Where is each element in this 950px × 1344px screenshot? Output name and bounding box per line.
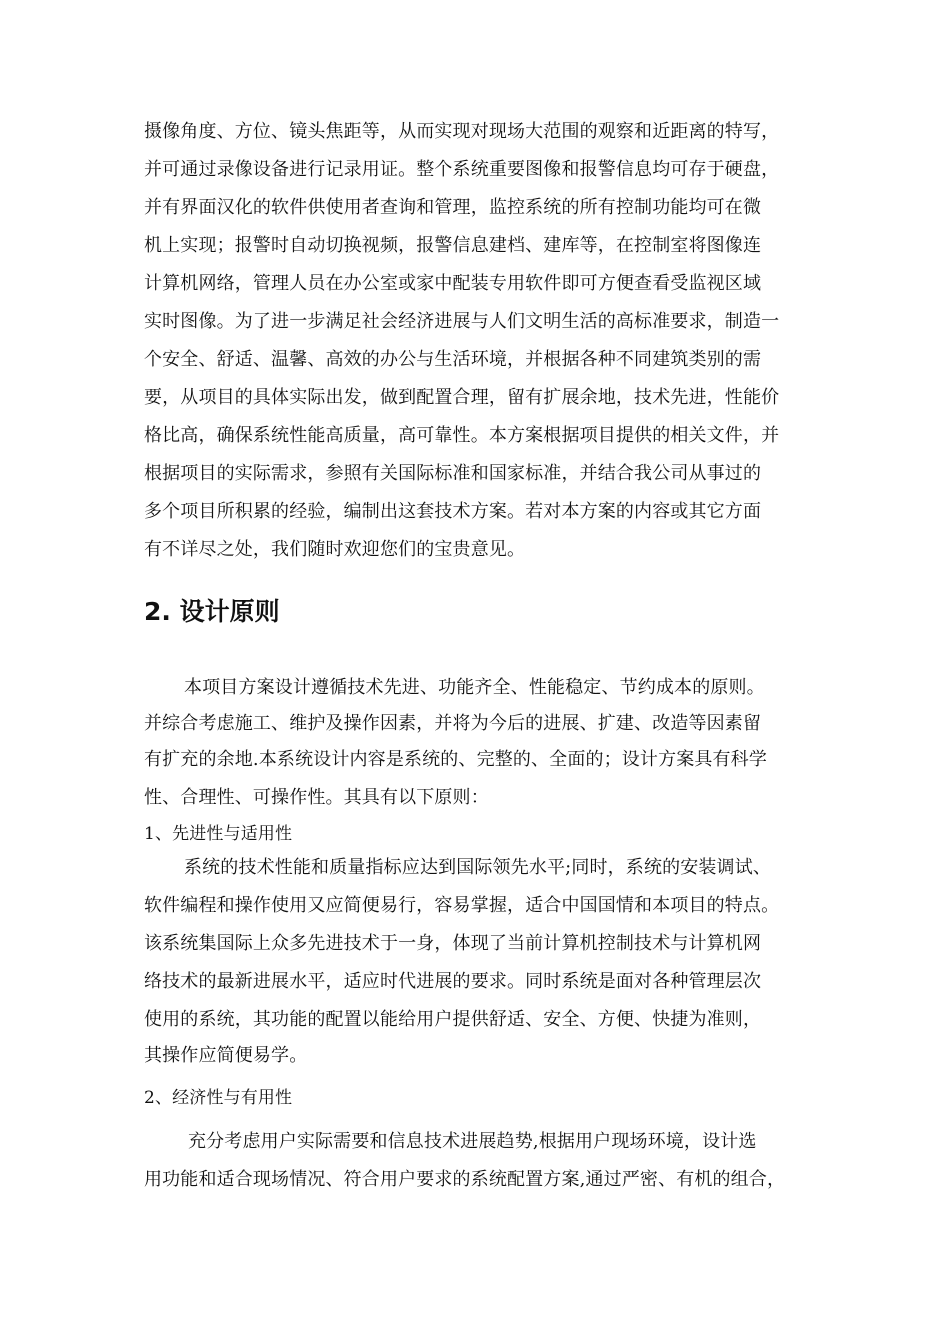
paragraph-line: 个安全、舒适、温馨、高效的办公与生活环境，并根据各种不同建筑类别的需	[144, 349, 762, 370]
paragraph-line: 多个项目所积累的经验，编制出这套技术方案。若对本方案的内容或其它方面	[144, 501, 762, 522]
list-item-title: 2、经济性与有用性	[144, 1088, 293, 1108]
paragraph-line: 并可通过录像设备进行记录用证。整个系统重要图像和报警信息均可存于硬盘，	[144, 159, 780, 180]
paragraph-line: 格比高，确保系统性能高质量，高可靠性。本方案根据项目提供的相关文件，并	[144, 425, 780, 446]
paragraph-line: 软件编程和操作使用又应简便易行，容易掌握，适合中国国情和本项目的特点。	[144, 895, 780, 916]
paragraph-line: 充分考虑用户实际需要和信息技术进展趋势,根据用户现场环境，设计选	[188, 1131, 757, 1152]
paragraph-line: 并综合考虑施工、维护及操作因素，并将为今后的进展、扩建、改造等因素留	[144, 713, 762, 734]
paragraph-line: 用功能和适合现场情况、符合用户要求的系统配置方案,通过严密、有机的组合，	[144, 1169, 786, 1190]
paragraph-line: 根据项目的实际需求，参照有关国际标准和国家标准，并结合我公司从事过的	[144, 463, 762, 484]
paragraph-line: 有不详尽之处，我们随时欢迎您们的宝贵意见。	[144, 539, 526, 560]
paragraph-line: 系统的技术性能和质量指标应达到国际领先水平;同时，系统的安装调试、	[184, 857, 772, 878]
paragraph-line: 其操作应简便易学。	[144, 1045, 308, 1066]
paragraph-line: 有扩充的余地.本系统设计内容是系统的、完整的、全面的；设计方案具有科学	[144, 749, 767, 770]
list-item-title: 1、先进性与适用性	[144, 824, 293, 844]
paragraph-line: 计算机网络，管理人员在办公室或家中配装专用软件即可方便查看受监视区域	[144, 273, 762, 294]
paragraph-line: 性、合理性、可操作性。其具有以下原则：	[144, 787, 489, 808]
paragraph-line: 使用的系统，其功能的配置以能给用户提供舒适、安全、方便、快捷为准则，	[144, 1009, 762, 1030]
paragraph-line: 本项目方案设计遵循技术先进、功能齐全、性能稳定、节约成本的原则。	[184, 677, 765, 698]
paragraph-line: 实时图像。为了进一步满足社会经济进展与人们文明生活的高标准要求，制造一	[144, 311, 780, 332]
paragraph-line: 要，从项目的具体实际出发，做到配置合理，留有扩展余地，技术先进，性能价	[144, 387, 780, 408]
paragraph-line: 络技术的最新进展水平，适应时代进展的要求。同时系统是面对各种管理层次	[144, 971, 762, 992]
paragraph-line: 并有界面汉化的软件供使用者查询和管理，监控系统的所有控制功能均可在微	[144, 197, 762, 218]
section-heading: 2. 设计原则	[144, 597, 280, 626]
paragraph-line: 该系统集国际上众多先进技术于一身，体现了当前计算机控制技术与计算机网	[144, 933, 762, 954]
paragraph-line: 机上实现；报警时自动切换视频，报警信息建档、建库等，在控制室将图像连	[144, 235, 762, 256]
paragraph-line: 摄像角度、方位、镜头焦距等，从而实现对现场大范围的观察和近距离的特写，	[144, 121, 780, 142]
